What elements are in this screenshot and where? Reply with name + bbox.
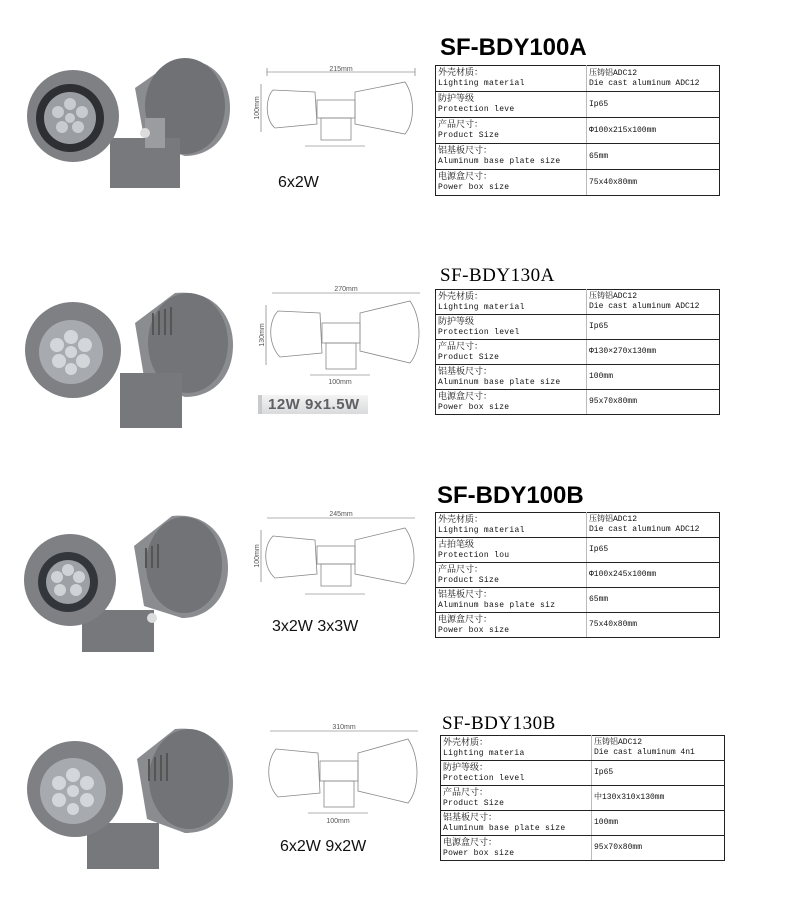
product-section-bdy100b: [0, 470, 805, 680]
spec-row: 外壳材质： Lighting material 压铸铝ADC12 Die cast aluminum ADC12: [436, 513, 720, 538]
product-section-bdy130b: [0, 695, 805, 895]
spec-row: 电源盒尺寸： Power box size 75x40x80mm: [436, 613, 720, 638]
dim-width: 245mm: [329, 511, 353, 518]
dimension-drawing: [255, 62, 420, 157]
spec-row: 电源盒尺寸： Power box size 75x40x80mm: [436, 170, 720, 196]
spec-row: 铝基板尺寸： Aluminum base plate siz 65mm: [436, 588, 720, 613]
spec-row: 产品尺寸： Product Size Φ130×270x130mm: [436, 340, 720, 365]
spec-row: 电源盒尺寸： Power box size 95x70x80mm: [441, 836, 725, 861]
dim-width: 270mm: [334, 286, 358, 293]
product-photo: [25, 48, 240, 198]
dim-height: 100mm: [254, 544, 261, 568]
spec-row: 产品尺寸： Product Size Φ100x245x100mm: [436, 563, 720, 588]
spec-row: 防护等级 Protection leve Ip65: [436, 92, 720, 118]
spec-row: 铝基板尺寸： Aluminum base plate size 100mm: [436, 365, 720, 390]
spec-row: 电源盒尺寸： Power box size 95x70x80mm: [436, 390, 720, 415]
dim-height: 100mm: [254, 96, 261, 120]
spec-row: 防护等级： Protection level Ip65: [441, 761, 725, 786]
dim-height: 130mm: [259, 323, 266, 347]
product-section-bdy130a: [0, 225, 805, 450]
dimension-drawing: [255, 510, 420, 610]
spec-row: 外壳材质： Lighting materia 压铸铝ADC12 Die cast aluminum 4n1: [441, 736, 725, 761]
power-label: 3x2W 3x3W: [272, 618, 359, 635]
model-title: SF-BDY130A: [440, 265, 555, 286]
model-title: SF-BDY130B: [442, 713, 556, 734]
power-label: 6x2W: [278, 174, 319, 191]
spec-row: 外壳材质： Lighting material 压铸铝ADC12 Die cast aluminum ADC12: [436, 66, 720, 92]
product-photo: [25, 723, 240, 873]
spec-table: [435, 65, 720, 196]
spec-row: 外壳材质： Lighting material 压铸铝ADC12 Die cast aluminum ADC12: [436, 290, 720, 315]
power-label: 6x2W 9x2W: [280, 838, 367, 855]
dim-width: 310mm: [332, 724, 356, 731]
dim-base: 100mm: [326, 818, 350, 825]
product-photo: [25, 285, 240, 435]
spec-table: [435, 289, 720, 415]
spec-row: 防护等级 Protection level Ip65: [436, 315, 720, 340]
dimension-drawing: [260, 283, 425, 388]
product-section-bdy100a: [0, 0, 805, 225]
spec-row: 铝基板尺寸： Aluminum base plate size 65mm: [436, 144, 720, 170]
spec-table: [440, 735, 725, 861]
model-title: SF-BDY100B: [437, 482, 584, 509]
spec-row: 产品尺寸： Product Size Φ100x215x100mm: [436, 118, 720, 144]
power-label: 12W 9x1.5W: [258, 395, 368, 414]
model-title: SF-BDY100A: [440, 34, 587, 61]
dim-base: 100mm: [328, 379, 352, 386]
spec-table: [435, 512, 720, 638]
product-photo: [22, 510, 237, 660]
dim-width: 215mm: [329, 66, 353, 73]
spec-row: 产品尺寸： Product Size 中130x310x130mm: [441, 786, 725, 811]
dimension-drawing: [258, 723, 423, 828]
spec-row: 古拍笔级 Protection lou Ip65: [436, 538, 720, 563]
spec-row: 铝基板尺寸： Aluminum base plate size 100mm: [441, 811, 725, 836]
